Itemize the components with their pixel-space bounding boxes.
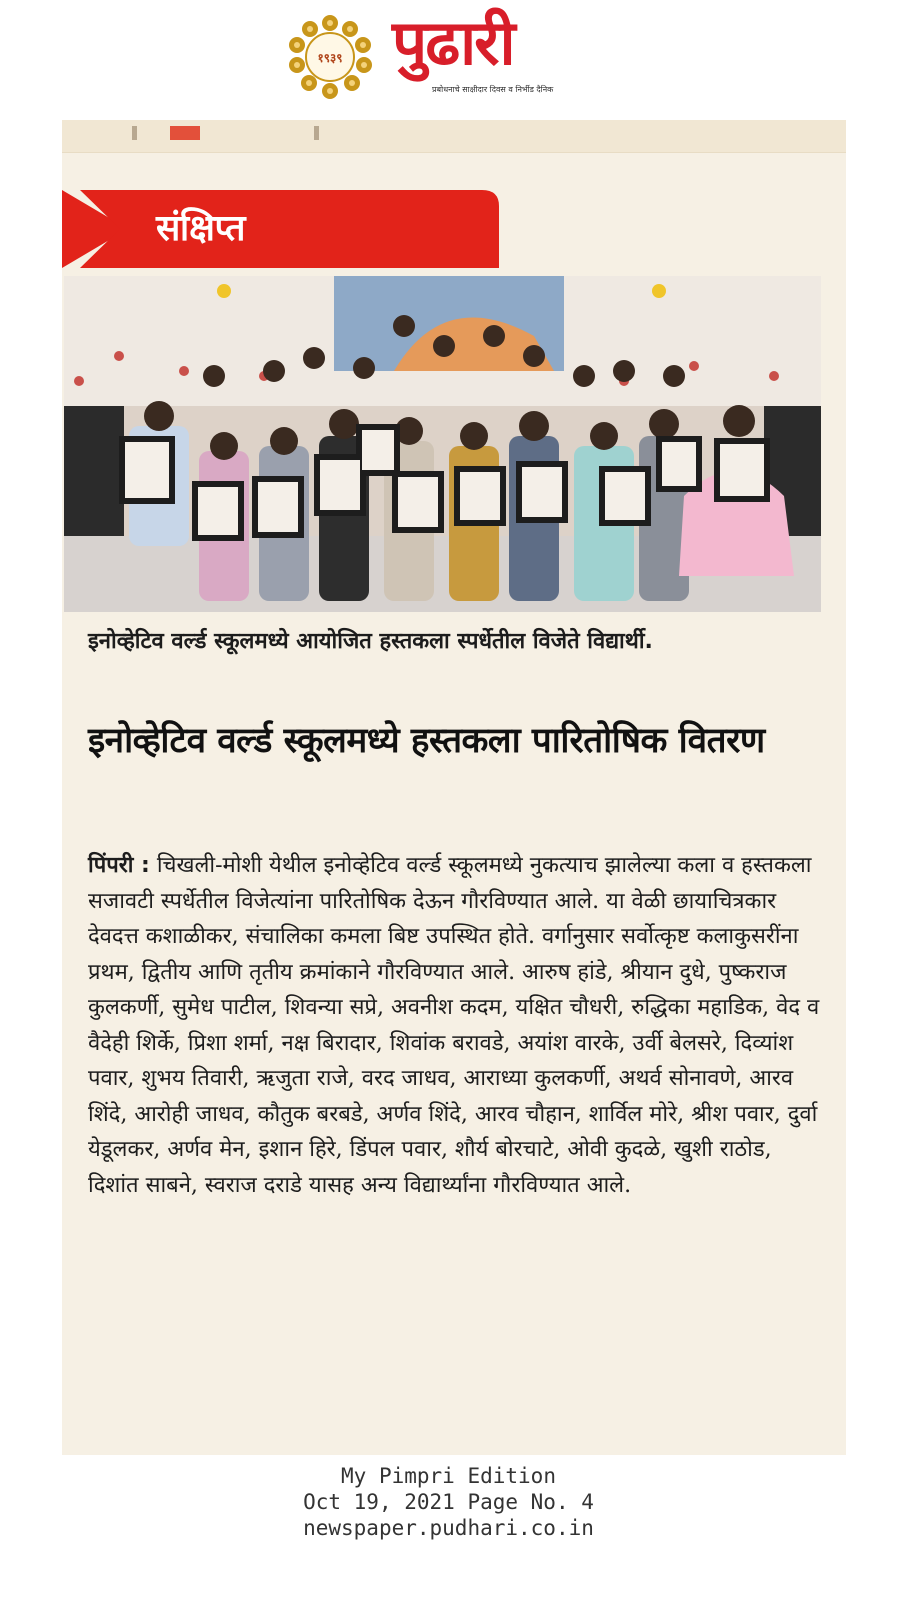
article-body [88,848,828,1203]
section-tag-banner [62,190,499,268]
article-body-text: चिखली-मोशी येथील इनोव्हेटिव वर्ल्ड स्कूलमध्ये नुकत्याच झालेल्या कला व हस्तकला सजावटी स्पर्धेतील विजेत्यांना पारितोषिक देऊन गौरविण्यात आले. या वेळी छायाचित्रकार देवदत्त कशाळीकर, संचालिका कमला बिष्ट उपस्थित होते. वर्गानुसार सर्वोत्कृष्ट कलाकुसरींना प्रथम, द्वितीय आणि तृतीय क्रमांकाने गौरविण्यात आले. आरुष हांडे, श्रीयान दुधे, पुष्कराज कुलकर्णी, सुमेध पाटील, शिवन्या सप्रे, अवनीश कदम, यक्षित चौधरी, रुद्धिका महाडिक, वेद व वैदेही शिर्के, प्रिशा शर्मा, नक्ष बिरादार, शिवांक बरावडे, अयांश वारके, उर्वी बेलसरे, दिव्यांश पवार, शुभय तिवारी, ऋजुता राजे, वरद जाधव, आराध्या कुलकर्णी, अथर्व सोनावणे, आरव शिंदे, आरोही जाधव, कौतुक बरबडे, अर्णव शिंदे, आरव चौहान, शार्विल मोरे, श्रीश पवार, दुर्वा येडूलकर, अर्णव मेन, इशान हिरे, डिंपल पवार, शौर्य बोरचाटे, ओवी कुदळे, खुशी राठोड, दिशांत साबने, स्वराज दराडे यासह अन्य विद्यार्थ्यांना गौरविण्यात आले. [88,853,820,1198]
masthead [0,0,897,115]
photo-caption: इनोव्हेटिव वर्ल्ड स्कूलमध्ये आयोजित हस्तकला स्पर्धेतील विजेते विद्यार्थी. [88,629,653,654]
edition-site: newspaper.pudhari.co.in [303,1516,594,1540]
sunburst-emblem-icon [288,15,372,99]
section-label: संक्षिप्त [156,208,246,249]
article-headline: इनोव्हेटिव वर्ल्ड स्कूलमध्ये हस्तकला पारितोषिक वितरण [88,721,765,761]
previous-article-strip [62,120,846,153]
article-photo [64,276,821,612]
emblem-text: १९३९ [317,51,343,65]
brand-tagline: प्रबोधनाचे साक्षीदार दिवस व निर्भीड दैनिक [432,85,554,94]
newspaper-brand: पुढारी [392,6,514,79]
edition-footer [0,1463,897,1541]
edition-name: My Pimpri Edition [341,1464,556,1488]
article-dateline: पिंपरी : [88,853,150,878]
news-clipping [62,120,846,1455]
edition-date-page: Oct 19, 2021 Page No. 4 [303,1490,594,1514]
